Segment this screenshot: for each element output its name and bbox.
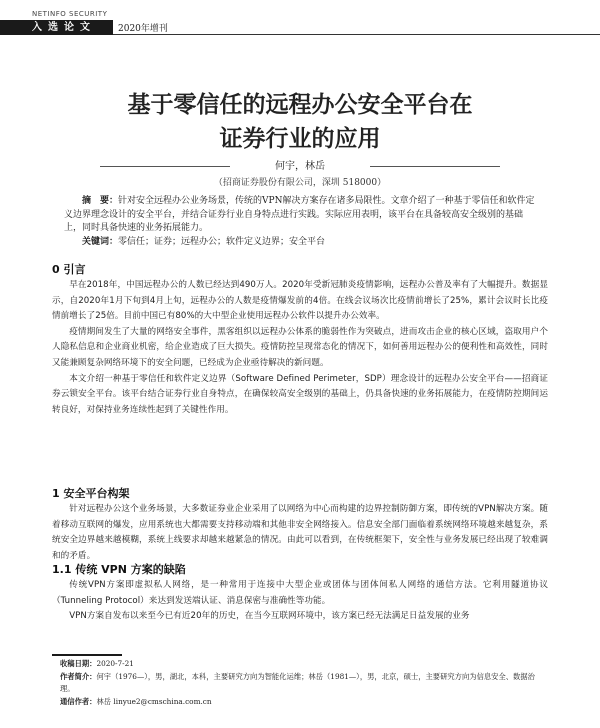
section-label: 入选论文: [0, 20, 113, 35]
paragraph: 早在2018年，中国远程办公的人数已经达到490万人。2020年受新冠肺炎疫情影响，远程办公普及率有了大幅提升。数据显示，自2020年1月下旬到4月上旬，远程办公的人数是疫情爆发前的4倍。在线会议场次比疫情前增长了25%，累计会议时长比疫情前增长了25倍。目前中国已有80%的大中型企业使用远程办公软件以提升办公效率。: [52, 280, 548, 322]
keywords: [64, 236, 536, 249]
paragraph: 疫情期间发生了大量的网络安全事件，黑客组织以远程办公体系的脆弱性作为突破点，进而攻击企业的核心区域，盗取用户个人隐私信息和企业商业机密，给企业造成了巨大损失。疫情防控呈现常态化的情况下，如何善用远程办公的便利性和高效性，同时又能兼顾复杂网络环境下的安全问题，已经成为企业亟待解决的新问题。: [52, 326, 548, 368]
section-heading: 0 引言: [52, 263, 86, 276]
section-platform-architecture: [52, 486, 548, 564]
section-vpn-defects: [52, 562, 548, 625]
section-heading: 1 安全平台构架: [52, 487, 130, 500]
footnote: [60, 658, 548, 708]
paragraph: 针对远程办公这个业务场景，大多数证券业企业采用了以网络为中心而构建的边界控制防御方案，即传统的VPN解决方案。随着移动互联网的爆发，应用系统也大都需要支持移动端和其他非安全网络接入。信息安全部门面临着系统网络环境越来越复杂，系统安全边界越来越模糊，系统上线要求却越来越紧急的情况。由此可以看到，在传统框架下，安全性与业务发展已经出现了较难调和的矛盾。: [52, 504, 548, 561]
paragraph: VPN方案自发布以来至今已有近20年的历史，在当今互联网环境中，该方案已经无法满足日益发展的业务: [69, 611, 470, 622]
affiliation: （招商证券股份有限公司，深圳 518000）: [213, 178, 387, 188]
journal-logo-text: NETINFO SECURITY: [32, 10, 108, 18]
authors: 何宇，林岳: [275, 161, 325, 172]
paper-title-line-2: 证券行业的应用: [219, 126, 381, 152]
subsection-heading: 1.1 传统 VPN 方案的缺陷: [52, 563, 186, 576]
abstract-label: 摘 要：: [82, 196, 119, 206]
header-rule: [113, 34, 600, 35]
corresponding-author: 通信作者：林岳 linyue2@cmschina.com.cn: [60, 696, 212, 706]
issue-label: 2020年增刊: [118, 24, 168, 34]
footnote-rule: [52, 654, 122, 656]
journal-header: [0, 0, 600, 40]
abstract-text: 针对安全远程办公业务场景，传统的VPN解决方案存在诸多局限性。文章介绍了一种基于零信任和软件定义边界理念设计的安全平台，并结合证券行业自身特点进行实践。实际应用表明，该平台在具备较高安全级别的基础上，同时具备快速的业务拓展能力。: [64, 196, 535, 233]
paragraph: 传统VPN方案即虚拟私人网络，是一种常用于连接中大型企业或团体与团体间私人网络的通信方法。它利用隧道协议（Tunneling Protocol）来达到发送端认证、消息保密与准确性等功能。: [52, 580, 548, 606]
section-introduction: [52, 262, 548, 418]
paper-title: [40, 88, 560, 156]
received-date: 收稿日期：2020-7-21: [60, 659, 134, 668]
authors-rule-right: [370, 166, 500, 167]
paragraph: 本文介绍一种基于零信任和软件定义边界（Software Defined Perimeter，SDP）理念设计的远程办公安全平台——招商证券云锁安全平台。该平台结合证券行业自身特点，在确保较高安全级别的基础上，仍具备快速的业务拓展能力，在疫情防控期间运转良好，对保持业务连续性起到了关键性作用。: [52, 373, 548, 415]
paper-title-line-1: 基于零信任的远程办公安全平台在: [127, 92, 473, 118]
authors-row: [100, 160, 500, 174]
author-bio: 作者简介：何宇（1976—），男，湖北，本科，主要研究方向为智能化运维；林岳（1981—），男，北京，硕士，主要研究方向为信息安全、数据治理。: [60, 671, 535, 694]
keywords-label: 关键词：: [82, 237, 119, 247]
authors-rule-left: [100, 166, 230, 167]
abstract: [64, 195, 536, 236]
keywords-text: 零信任；证券；远程办公；软件定义边界；安全平台: [118, 237, 326, 247]
